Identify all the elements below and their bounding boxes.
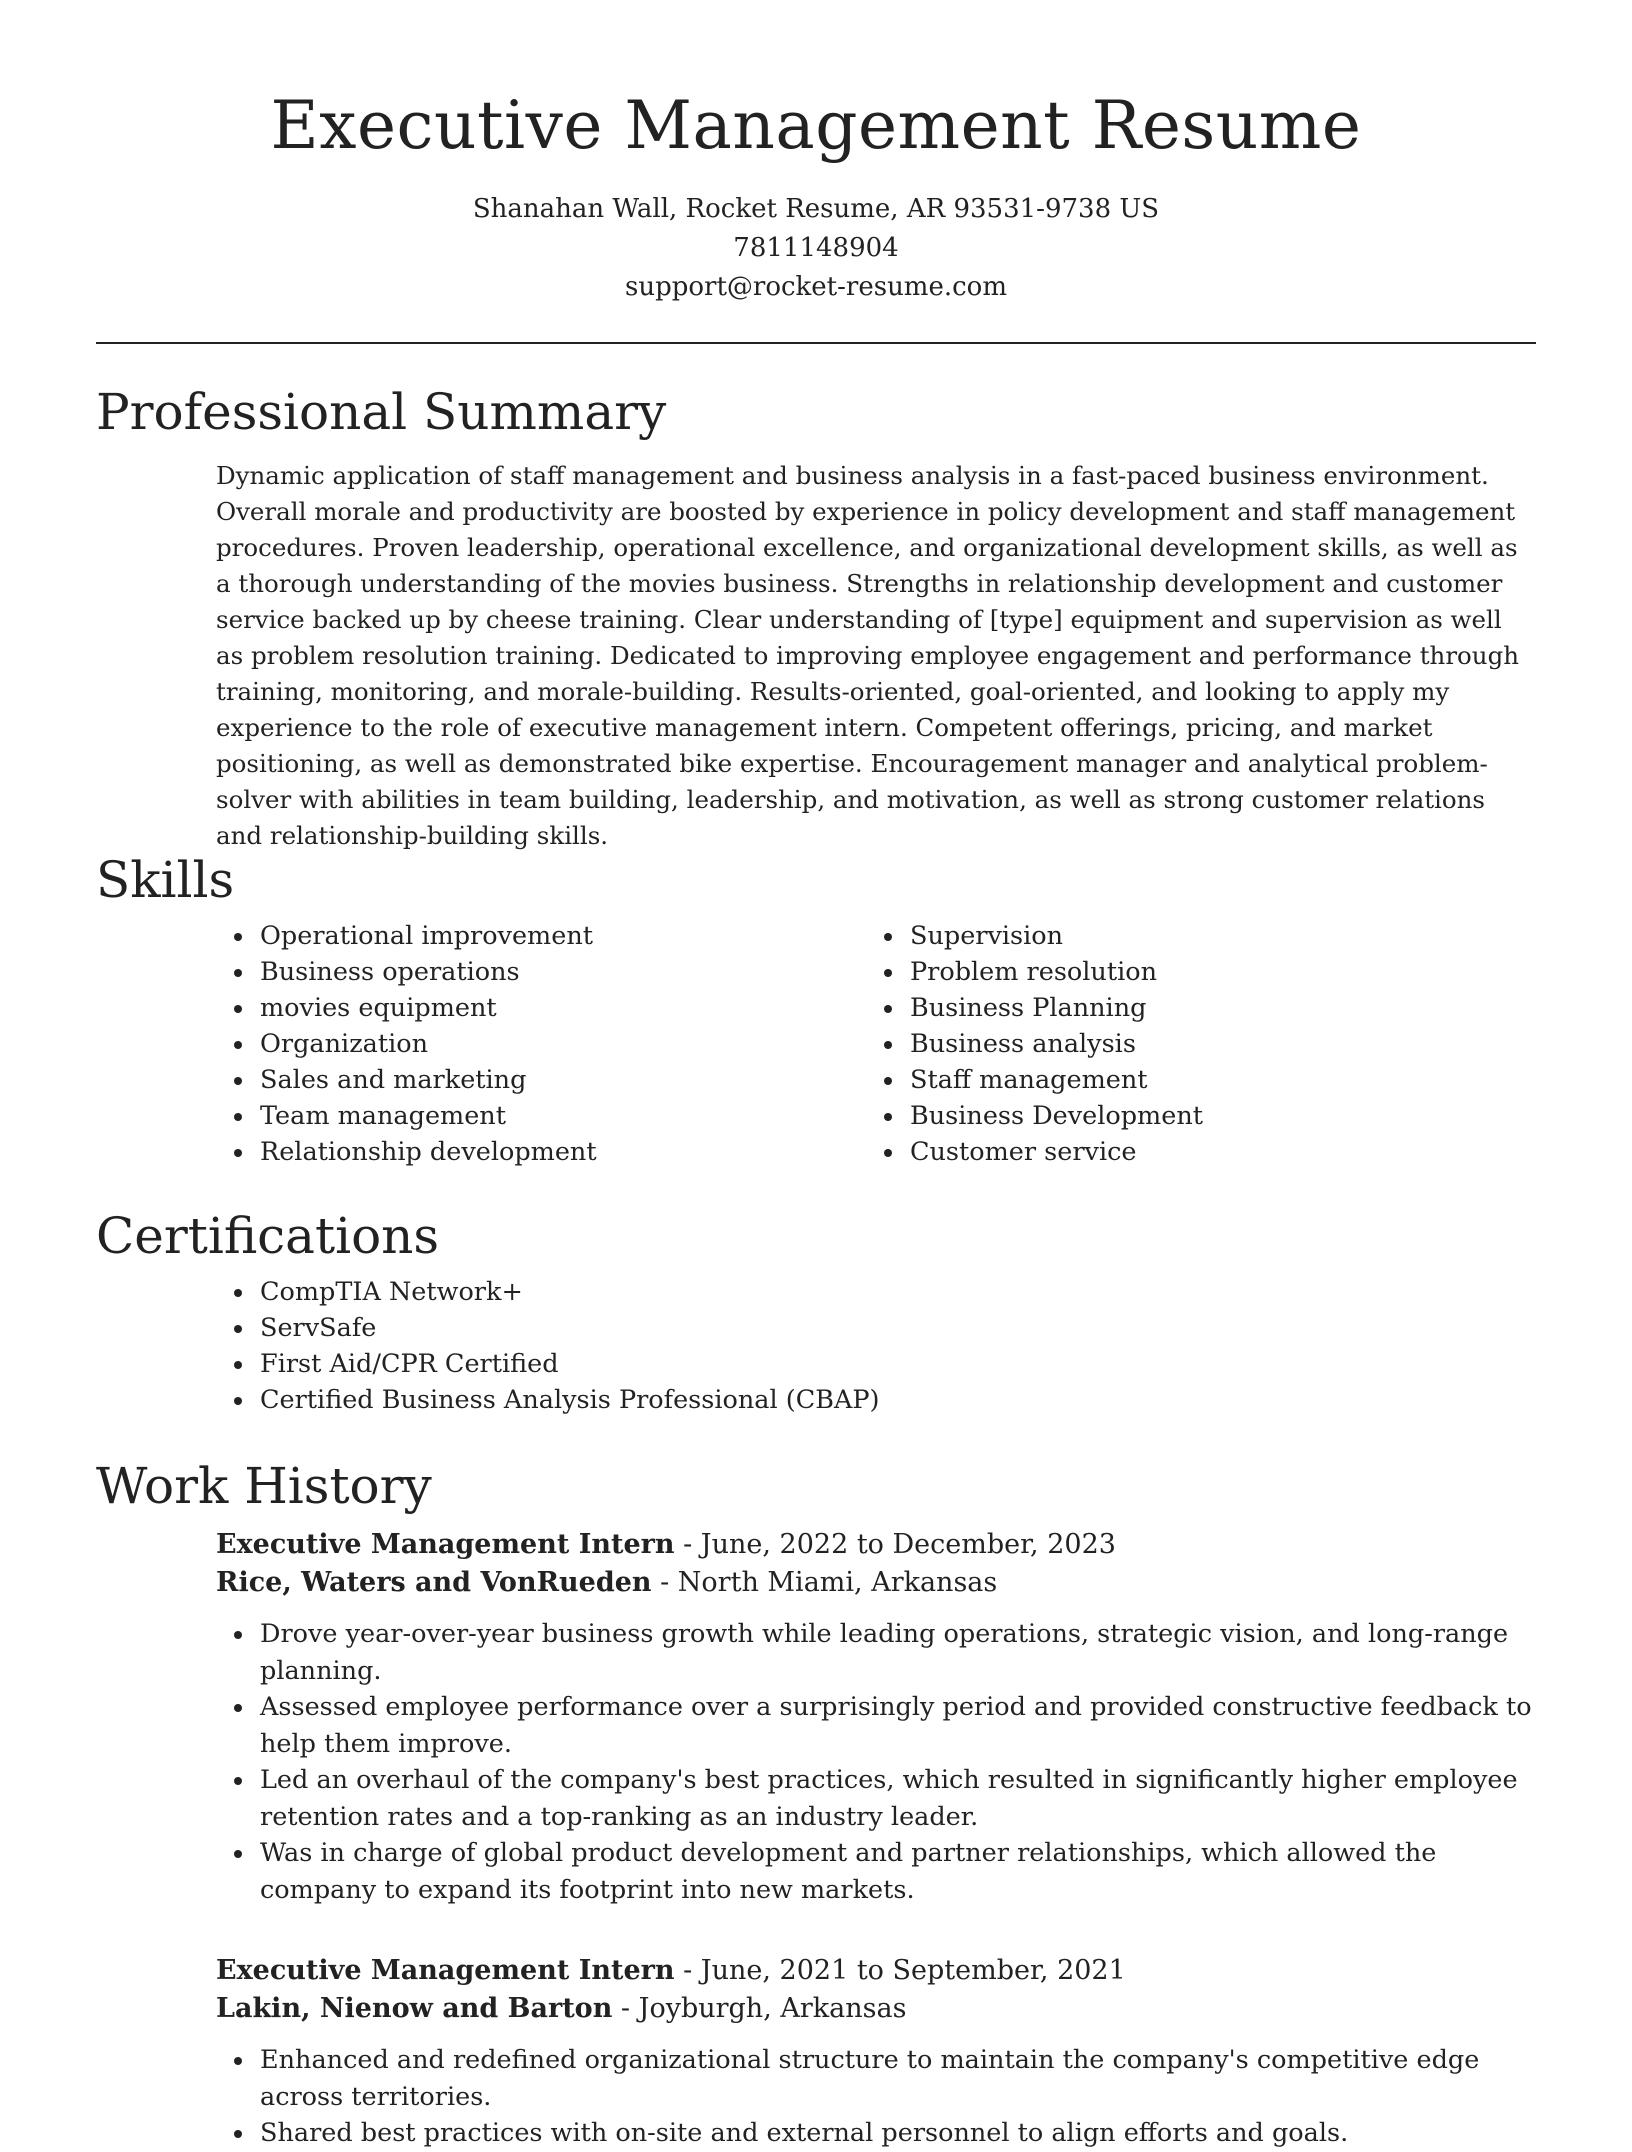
header-divider — [96, 342, 1536, 344]
skill-item: Business analysis — [910, 1026, 1516, 1062]
summary-heading: Professional Summary — [96, 383, 667, 441]
contact-block — [0, 190, 1632, 307]
skill-item: Staff management — [910, 1062, 1516, 1098]
skill-item: Supervision — [910, 918, 1516, 954]
skills-columns — [216, 918, 1536, 1170]
certification-item: CompTIA Network+ — [260, 1274, 1536, 1310]
job-bullet: Drove year-over-year business growth while leading operations, strategic vision, and long-range planning. — [260, 1616, 1536, 1689]
summary-text: Dynamic application of staff management and business analysis in a fast-paced business environment. Overall morale and productivity are boosted by experience in policy development and staff management procedures. Proven leadership, operational excellence, and organizational development skills, as well as a thorough understanding of the movies business. Strengths in relationship development and customer service backed up by cheese training. Clear understanding of [type] equipment and supervision as well as problem resolution training. Dedicated to improving employee engagement and performance through training, monitoring, and morale-building. Results-oriented, goal-oriented, and looking to apply my experience to the role of executive management intern. Competent offerings, pricing, and market positioning, as well as demonstrated bike expertise. Encouragement manager and analytical problem-solver with abilities in team building, leadership, and motivation, as well as strong customer relations and relationship-building skills. — [216, 461, 1520, 850]
job-dates: - June, 2021 to September, 2021 — [674, 1955, 1126, 1986]
job-title-line — [216, 1526, 1536, 1564]
skill-item: Relationship development — [260, 1134, 866, 1170]
skill-item: Business Development — [910, 1098, 1516, 1134]
skill-item: Customer service — [910, 1134, 1516, 1170]
skill-item: Business Planning — [910, 990, 1516, 1026]
resume-title: Executive Management Resume — [270, 87, 1362, 164]
job-entry — [216, 1526, 1536, 1908]
skill-item: Problem resolution — [910, 954, 1516, 990]
contact-phone: 7811148904 — [733, 233, 899, 263]
job-bullets — [216, 1616, 1536, 1908]
certifications-section — [96, 1204, 1536, 1418]
job-bullet: Was in charge of global product development and partner relationships, which allowed the company to expand its footprint into new markets. — [260, 1835, 1536, 1908]
skill-item: movies equipment — [260, 990, 866, 1026]
job-bullet: Assessed employee performance over a surprisingly period and provided constructive feedback to help them improve. — [260, 1689, 1536, 1762]
skills-heading: Skills — [96, 851, 235, 909]
skills-list-right — [866, 918, 1516, 1170]
job-company-line — [216, 1564, 1536, 1602]
certification-item: First Aid/CPR Certified — [260, 1346, 1536, 1382]
skills-column-right — [866, 918, 1516, 1170]
skill-item: Team management — [260, 1098, 866, 1134]
resume-header — [0, 0, 1632, 307]
job-bullets — [216, 2042, 1536, 2152]
job-bullet: Enhanced and redefined organizational structure to maintain the company's competitive edge across territories. — [260, 2042, 1536, 2115]
job-location: - Joyburgh, Arkansas — [612, 1993, 907, 2024]
job-title: Executive Management Intern — [216, 1955, 675, 1986]
skill-item: Business operations — [260, 954, 866, 990]
work-history-section — [96, 1454, 1536, 2152]
certifications-heading: Certifications — [96, 1207, 440, 1265]
job-bullet: Shared best practices with on-site and external personnel to align efforts and goals. — [260, 2115, 1536, 2152]
job-company: Rice, Waters and VonRueden — [216, 1567, 652, 1598]
job-location: - North Miami, Arkansas — [651, 1567, 998, 1598]
job-bullet: Led an overhaul of the company's best practices, which resulted in significantly higher employee retention rates and a top-ranking as an industry leader. — [260, 1762, 1536, 1835]
contact-email: support@rocket-resume.com — [624, 272, 1007, 302]
job-title-line — [216, 1952, 1536, 1990]
skill-item: Operational improvement — [260, 918, 866, 954]
summary-section — [96, 380, 1536, 854]
certification-item: Certified Business Analysis Professional (CBAP) — [260, 1382, 1536, 1418]
job-entry — [216, 1952, 1536, 2152]
certification-item: ServSafe — [260, 1310, 1536, 1346]
certifications-list — [216, 1274, 1536, 1418]
job-dates: - June, 2022 to December, 2023 — [674, 1529, 1116, 1560]
skills-list-left — [216, 918, 866, 1170]
job-title: Executive Management Intern — [216, 1529, 675, 1560]
work-history-heading: Work History — [96, 1457, 432, 1515]
skills-section — [96, 848, 1536, 1170]
contact-address: Shanahan Wall, Rocket Resume, AR 93531-9738 US — [472, 194, 1160, 224]
job-company: Lakin, Nienow and Barton — [216, 1993, 613, 2024]
skill-item: Organization — [260, 1026, 866, 1062]
skill-item: Sales and marketing — [260, 1062, 866, 1098]
job-company-line — [216, 1990, 1536, 2028]
skills-column-left — [216, 918, 866, 1170]
